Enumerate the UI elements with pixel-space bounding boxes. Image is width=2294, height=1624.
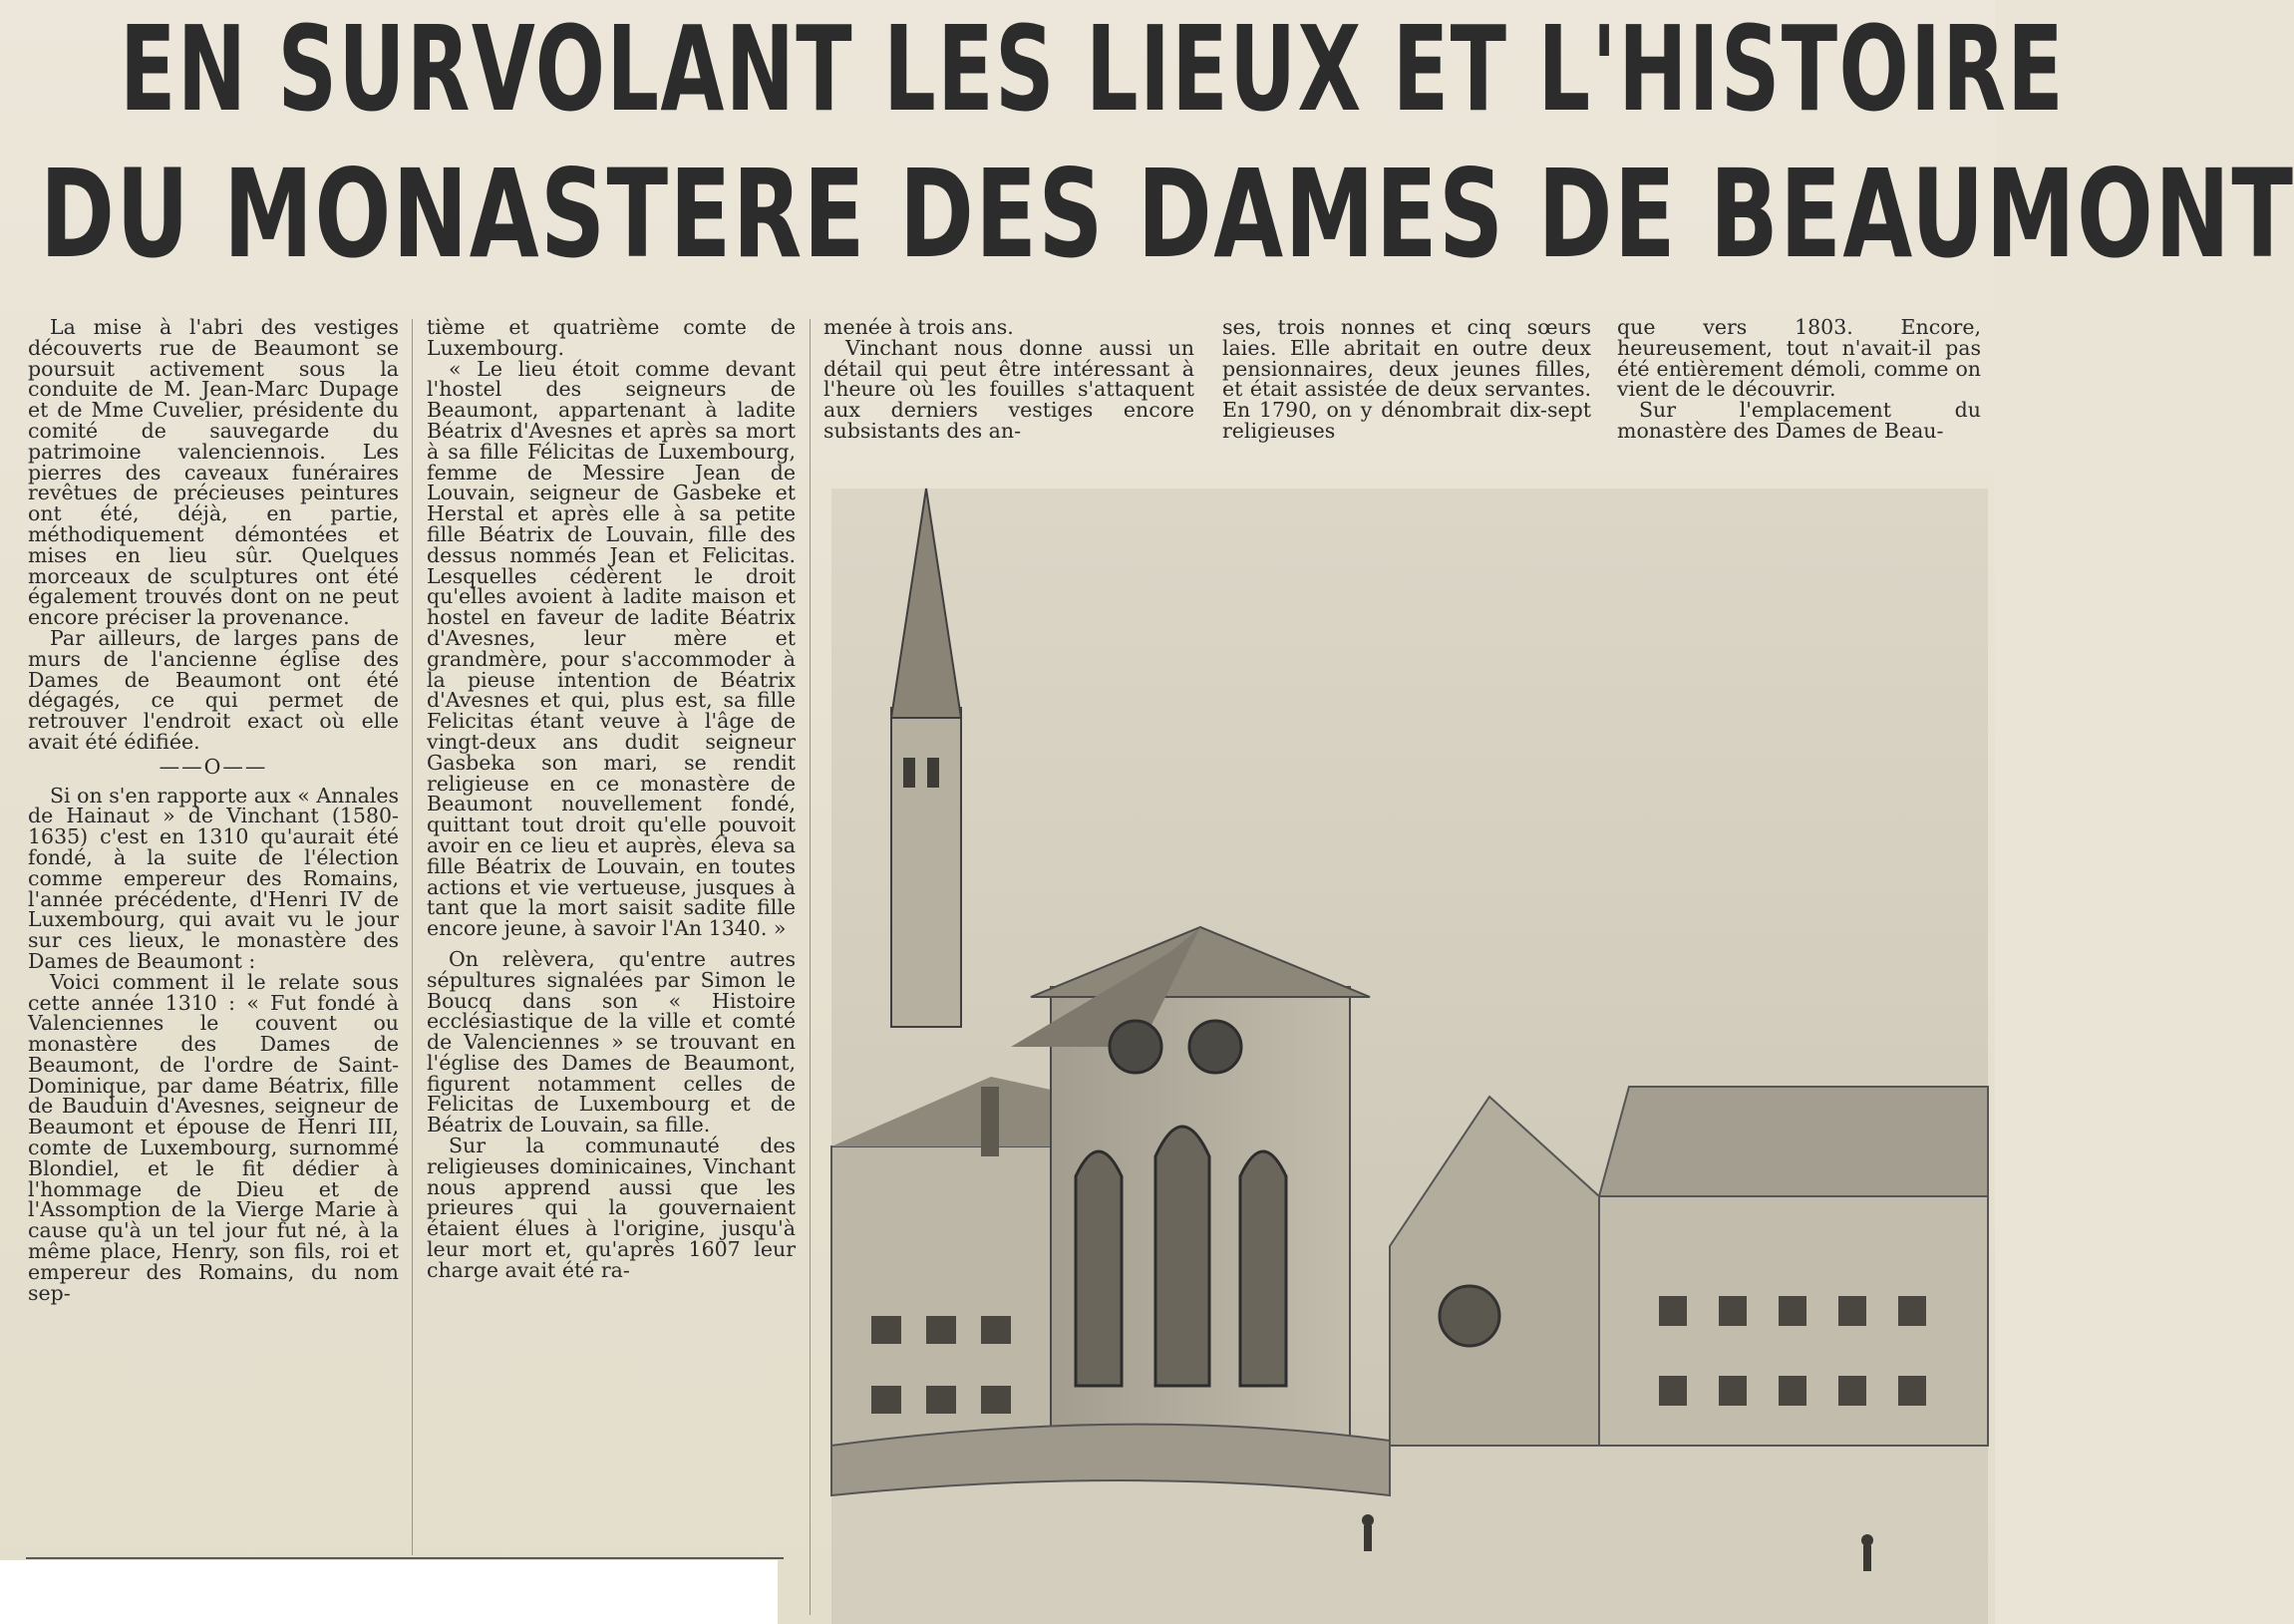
- paragraph: ses, trois nonnes et cinq sœurs laies. Elle abritait en outre deux pensionnaires, deux jeunes filles, et était assistée de deux servantes. En 1790, on y dénombrait dix-sept religieuses: [1222, 315, 1591, 443]
- column-rule: [412, 319, 413, 1555]
- column-rule: [810, 319, 811, 1615]
- paragraph: menée à trois ans.: [823, 315, 1014, 339]
- gothic-window: [1240, 1151, 1286, 1386]
- paragraph: tième et quatrième comte de Luxembourg.: [427, 315, 796, 360]
- headline-line-2: DU MONASTERE DES DAMES DE BEAUMONT: [40, 144, 2294, 285]
- paragraph: La mise à l'abri des vestiges découverts rue de Beaumont se poursuit activement sous la conduite de M. Jean-Marc Dupage et de Mme Cuvelier, présidente du comité de sauvegarde du patrimoine valenciennois. Les pierres des caveaux funéraires revêtues de précieuses peintures ont été, déjà, en partie, méthodiquement démontées et mises en lieu sûr. Quelques morceaux de sculptures ont été également trouvés dont on ne peut encore préciser la provenance.: [28, 315, 399, 630]
- monastery-roof: [1599, 1087, 1988, 1196]
- chimney: [981, 1087, 999, 1156]
- church-illustration: [831, 488, 1988, 1624]
- paragraph: « Le lieu étoit comme devant l'hostel des seigneurs de Beaumont, appartenant à ladite Béatrix d'Avesnes et après sa mort à sa fille Félicitas de Luxembourg, femme de Messire Jean de Louvain, seigneur de Gasbeke et Herstal et après elle à sa petite fille Béatrix de Louvain, fille des dessus nommés Jean et Felicitas. Lesquelles cédèrent le droit qu'elles avoient à ladite maison et hostel en faveur de ladite Béatrix d'Avesnes, leur mère et grandmère, pour s'accommoder à la pieuse intention de Béatrix d'Avesnes et qui, plus est, sa fille Felicitas étant veuve à l'âge de vingt-deux ans dudit seigneur Gasbeka son mari, se rendit religieuse en ce monastère de Beaumont nouvellement fondé, quittant tout droit qu'elle pouvoit avoir en ce lieu et auprès, éleva sa fille Béatrix de Louvain, en toutes actions et vie vertueuse, jusques à tant que la mort saisit sadite fille encore jeune, à savoir l'An 1340. »: [427, 356, 796, 941]
- bottom-rule: [26, 1557, 784, 1559]
- paragraph: que vers 1803. Encore, heureusement, tout n'avait-il pas été entièrement démoli, comme on vient de le découvrir.: [1617, 315, 1981, 402]
- paragraph: Sur l'emplacement du monastère des Dames de Beau-: [1617, 398, 1981, 443]
- rose-window: [1110, 1021, 1161, 1073]
- tower-window: [927, 758, 939, 788]
- article-column-2: [427, 317, 796, 1281]
- bell-tower: [891, 708, 961, 1027]
- paragraph: Voici comment il le relate sous cette année 1310 : « Fut fondé à Valenciennes le couvent ou monastère des Dames de Beaumont, de l'ordre de Saint-Dominique, par dame Béatrix, fille de Bauduin d'Avesnes, seigneur de Beaumont et épouse de Henri III, comte de Luxembourg, surnommé Blondiel, et le fit dédier à l'hommage de Dieu et de l'Assomption de la Vierge Marie à cause qu'à un tel jour fut né, à la même place, Henry, son fils, roi et empereur des Romains, du nom sep-: [28, 969, 399, 1305]
- round-window: [1440, 1286, 1499, 1346]
- paragraph: Par ailleurs, de larges pans de murs de l'ancienne église des Dames de Beaumont ont été dégagés, ce qui permet de retrouver l'endroit exact où elle avait été édifiée.: [28, 625, 399, 754]
- article-column-3: [823, 317, 1194, 442]
- gothic-window: [1155, 1127, 1209, 1386]
- headline-line-1: EN SURVOLANT LES LIEUX ET L'HISTOIRE: [120, 0, 2066, 138]
- headline: [20, 0, 2294, 289]
- article-column-5: [1617, 317, 1981, 442]
- article-column-1: [28, 317, 399, 1303]
- blank-margin: [0, 1560, 778, 1624]
- gothic-window: [1076, 1151, 1122, 1386]
- paragraph: On relèvera, qu'entre autres sépultures signalées par Simon le Boucq dans son « Histoire ecclésiastique de la ville et comté de Valenciennes » se trouvant en l'église des Dames de Beaumont, figurent notamment celles de Felicitas de Luxembourg et de Béatrix de Louvain, sa fille.: [427, 946, 796, 1137]
- rose-window: [1189, 1021, 1241, 1073]
- paragraph: Sur la communauté des religieuses dominicaines, Vinchant nous apprend aussi que les prieures qui la gouvernaient étaient élues à l'origine, jusqu'à leur mort et, qu'après 1607 leur charge avait été ra-: [427, 1134, 796, 1282]
- article-column-4: [1222, 317, 1591, 442]
- tower-window: [903, 758, 915, 788]
- section-separator: ——O——: [159, 754, 268, 779]
- paragraph: Si on s'en rapporte aux « Annales de Hainaut » de Vinchant (1580-1635) c'est en 1310 qu'aurait été fondé, à la suite de l'élection comme empereur des Romains, l'année précédente, d'Henri IV de Luxembourg, qui avait vu le jour sur ces lieux, le monastère des Dames de Beaumont :: [28, 783, 399, 973]
- paragraph: Vinchant nous donne aussi un détail qui peut être intéressant à l'heure où les fouilles s'attaquent aux derniers vestiges encore subsistants des an-: [823, 335, 1194, 443]
